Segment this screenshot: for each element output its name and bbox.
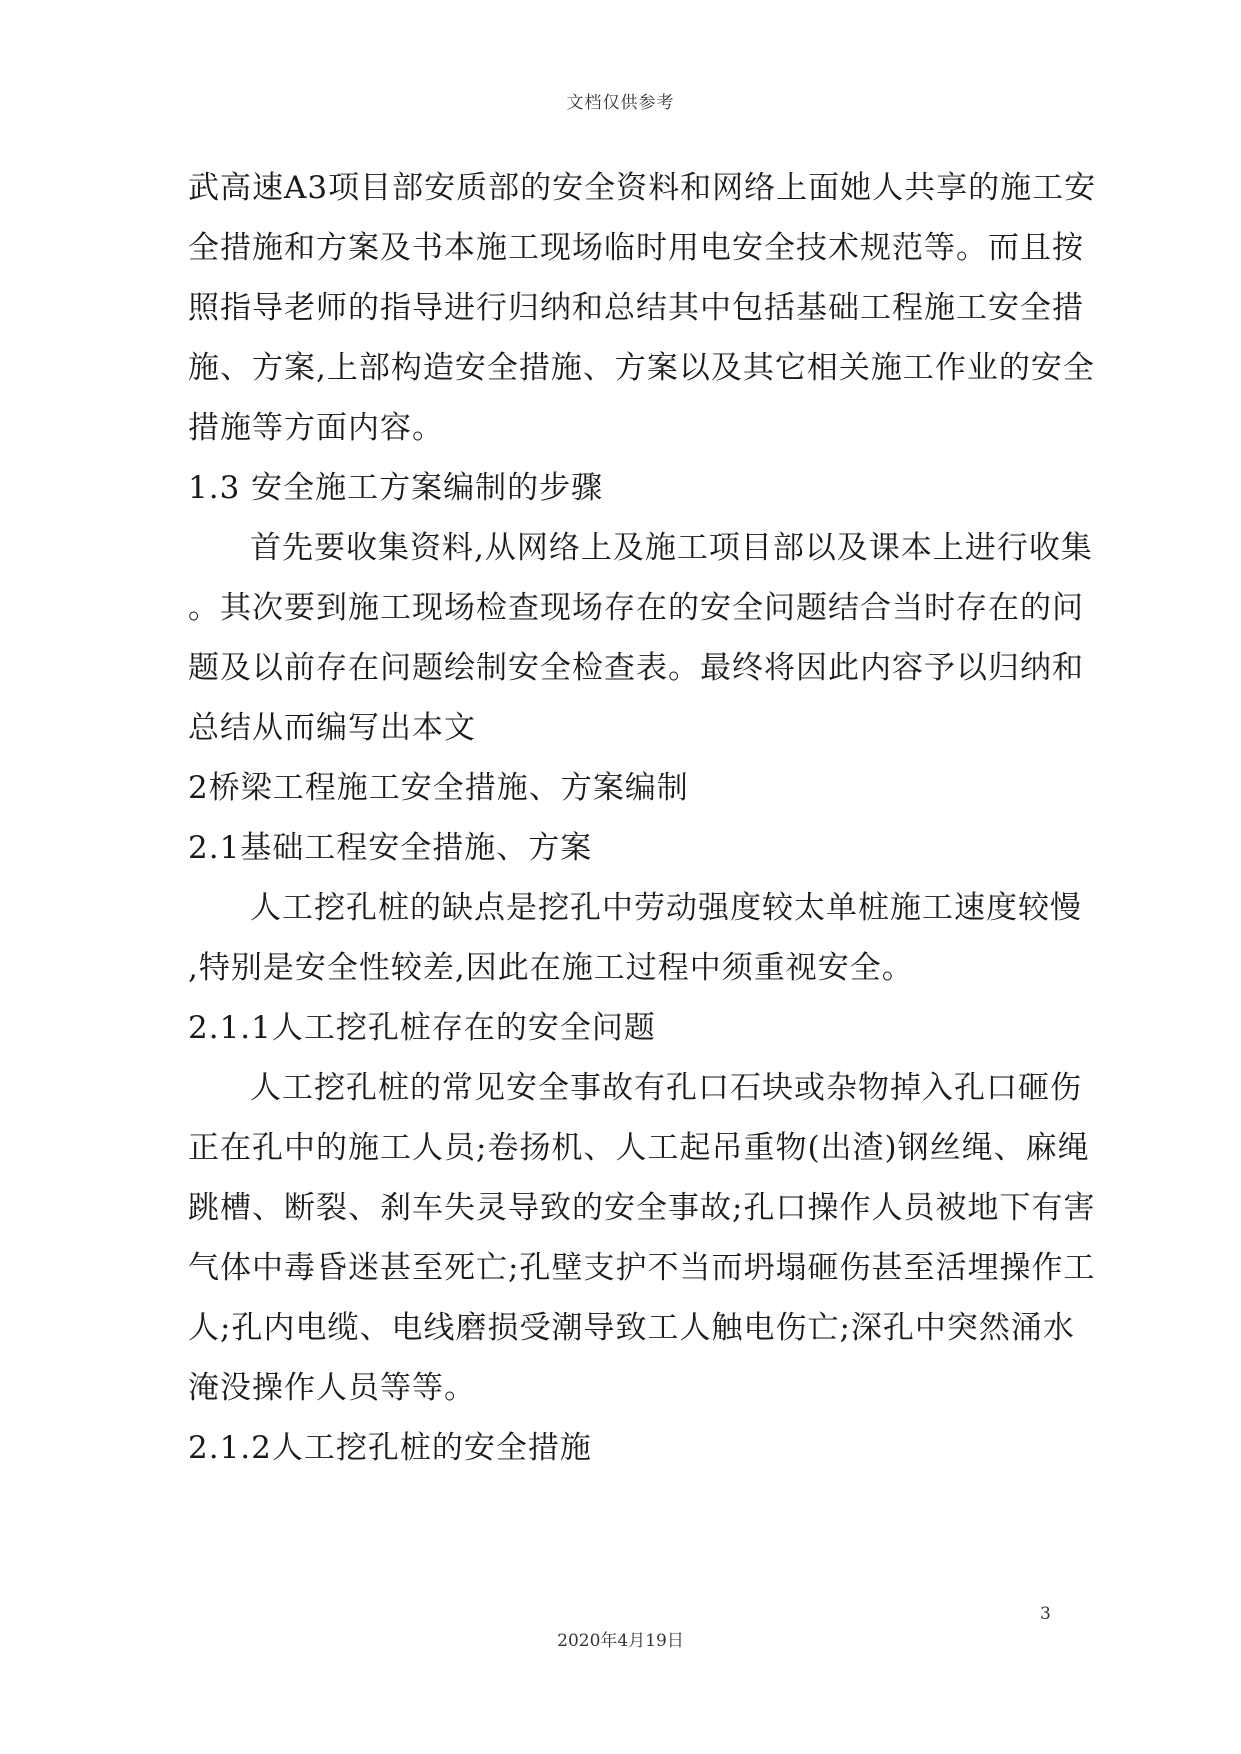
body-line: 气体中毒昏迷甚至死亡;孔壁支护不当而坍塌砸伤甚至活埋操作工 <box>188 1250 1096 1286</box>
section-heading: 2.1.2人工挖孔桩的安全措施 <box>188 1430 592 1466</box>
body-line: 。其次要到施工现场检查现场存在的安全问题结合当时存在的问 <box>188 590 1084 626</box>
body-line: 措施等方面内容。 <box>188 410 444 446</box>
paragraph-start: 人工挖孔桩的常见安全事故有孔口石块或杂物掉入孔口砸伤 <box>250 1070 1082 1106</box>
body-line: 总结从而编写出本文 <box>188 710 476 746</box>
document-body <box>188 158 1097 1478</box>
section-heading: 2.1.1人工挖孔桩存在的安全问题 <box>188 1010 656 1046</box>
body-line: 武高速A3项目部安质部的安全资料和网络上面她人共享的施工安 <box>188 170 1097 206</box>
body-line: 淹没操作人员等等。 <box>188 1370 476 1406</box>
body-line: 人;孔内电缆、电线磨损受潮导致工人触电伤亡;深孔中突然涌水 <box>188 1310 1075 1346</box>
body-line: 正在孔中的施工人员;卷扬机、人工起吊重物(出渣)钢丝绳、麻绳 <box>188 1130 1090 1166</box>
body-line: 题及以前存在问题绘制安全检查表。最终将因此内容予以归纳和 <box>188 650 1084 686</box>
body-line: 照指导老师的指导进行归纳和总结其中包括基础工程施工安全措 <box>188 290 1084 326</box>
body-line: 全措施和方案及书本施工现场临时用电安全技术规范等。而且按 <box>188 230 1084 266</box>
page-footer-date: 2020年4月19日 <box>557 1631 684 1651</box>
section-heading: 1.3 安全施工方案编制的步骤 <box>188 470 604 506</box>
body-line: ,特别是安全性较差,因此在施工过程中须重视安全。 <box>188 950 914 986</box>
paragraph-start: 首先要收集资料,从网络上及施工项目部以及课本上进行收集 <box>250 530 1093 566</box>
section-heading: 2桥梁工程施工安全措施、方案编制 <box>188 770 689 806</box>
section-heading: 2.1基础工程安全措施、方案 <box>188 830 593 866</box>
paragraph-start: 人工挖孔桩的缺点是挖孔中劳动强度较太单桩施工速度较慢 <box>250 890 1082 926</box>
body-line: 跳槽、断裂、刹车失灵导致的安全事故;孔口操作人员被地下有害 <box>188 1190 1096 1226</box>
page-header: 文档仅供参考 <box>566 93 675 113</box>
page-number: 3 <box>1040 1604 1051 1624</box>
body-line: 施、方案,上部构造安全措施、方案以及其它相关施工作业的安全 <box>188 350 1095 386</box>
